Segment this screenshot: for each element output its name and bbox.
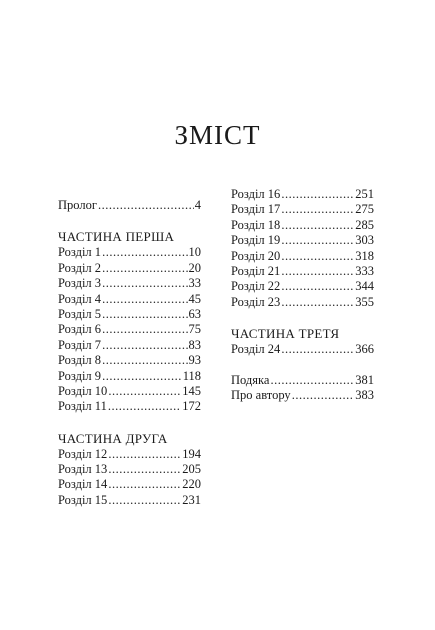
toc-entry-page: 118 <box>182 368 201 383</box>
toc-entry-label: Розділ 3 <box>58 276 102 291</box>
toc-entry-label: Пролог <box>58 198 97 212</box>
leader-dots <box>281 187 354 202</box>
toc-entry-page: 75 <box>188 322 201 337</box>
toc-entry-label: Про автору <box>231 387 291 402</box>
toc-entry-page: 145 <box>182 383 201 398</box>
page-title: ЗМІСТ <box>174 120 261 150</box>
toc-entry[interactable] <box>58 462 201 477</box>
toc-entry-page: 63 <box>188 306 201 321</box>
toc-entry-label: Розділ 19 <box>231 233 281 248</box>
toc-entry-label: Розділ 10 <box>58 383 108 398</box>
toc-entry-page: 318 <box>355 248 374 263</box>
leader-dots <box>108 447 181 462</box>
toc-entry[interactable] <box>58 307 201 322</box>
toc-entry-label: Розділ 17 <box>231 202 281 217</box>
toc-entry[interactable] <box>58 399 201 414</box>
toc-entry[interactable] <box>231 202 374 217</box>
toc-entry-label: Розділ 15 <box>58 492 108 507</box>
toc-entry-label: Розділ 21 <box>231 263 281 278</box>
leader-dots <box>270 373 354 388</box>
toc-entry[interactable] <box>58 261 201 276</box>
toc-entry-label: Розділ 6 <box>58 322 102 337</box>
toc-entry-page: 344 <box>355 279 374 294</box>
toc-entry[interactable] <box>231 279 374 294</box>
leader-dots <box>102 322 187 337</box>
toc-left-column <box>58 198 201 508</box>
toc-entry-about-author[interactable] <box>231 388 374 403</box>
toc-entry-label: Розділ 8 <box>58 353 102 368</box>
toc-entry-label: Розділ 12 <box>58 446 108 461</box>
toc-entry-page: 172 <box>182 399 201 414</box>
toc-entry-label: Розділ 2 <box>58 260 102 275</box>
leader-dots <box>108 493 181 508</box>
toc-entry-page: 83 <box>188 337 201 352</box>
toc-entry[interactable] <box>231 264 374 279</box>
toc-entry-label: Розділ 9 <box>58 368 102 383</box>
leader-dots <box>108 399 181 414</box>
leader-dots <box>102 276 187 291</box>
toc-entry-page: 231 <box>182 492 201 507</box>
toc-entry-label: Розділ 4 <box>58 291 102 306</box>
leader-dots <box>281 233 354 248</box>
leader-dots <box>102 292 187 307</box>
toc-entry-label: Подяка <box>231 372 270 387</box>
leader-dots <box>102 338 187 353</box>
toc-entry-page: 20 <box>188 260 201 275</box>
toc-entry-label: Розділ 22 <box>231 279 281 294</box>
toc-entry-page: 205 <box>182 462 201 477</box>
toc-entry-page: 45 <box>188 291 201 306</box>
toc-entry[interactable] <box>58 276 201 291</box>
leader-dots <box>281 264 354 279</box>
toc-entry-label: Розділ 14 <box>58 477 108 492</box>
leader-dots <box>281 342 354 357</box>
toc-entry-page: 285 <box>355 217 374 232</box>
leader-dots <box>108 462 181 477</box>
toc-entry[interactable] <box>58 493 201 508</box>
toc-entry[interactable] <box>231 233 374 248</box>
toc-entry[interactable] <box>231 187 374 202</box>
toc-entry-page: 381 <box>355 372 374 387</box>
toc-entry[interactable] <box>58 292 201 307</box>
part-one-heading: ЧАСТИНА ПЕРША <box>58 229 175 245</box>
toc-entry-page: 366 <box>355 342 374 357</box>
toc-entry-page: 10 <box>188 245 201 260</box>
leader-dots <box>281 279 354 294</box>
leader-dots <box>102 307 187 322</box>
toc-entry[interactable] <box>58 369 201 384</box>
toc-entry-label: Розділ 7 <box>58 337 102 352</box>
leader-dots <box>292 388 355 403</box>
toc-entry[interactable] <box>58 322 201 337</box>
toc-entry[interactable] <box>58 353 201 368</box>
leader-dots <box>102 353 187 368</box>
toc-entry[interactable] <box>58 245 201 260</box>
leader-dots <box>108 477 181 492</box>
toc-entry-page: 251 <box>355 187 374 201</box>
toc-entry-label: Розділ 16 <box>231 187 281 201</box>
toc-entry[interactable] <box>231 342 374 357</box>
toc-entry-page: 355 <box>355 294 374 309</box>
toc-entry-label: Розділ 5 <box>58 306 102 321</box>
toc-entry-page: 303 <box>355 233 374 248</box>
leader-dots <box>281 218 354 233</box>
leader-dots <box>281 249 354 264</box>
toc-entry[interactable] <box>231 218 374 233</box>
toc-entry-label: Розділ 20 <box>231 248 281 263</box>
toc-entry[interactable] <box>58 447 201 462</box>
toc-entry-label: Розділ 13 <box>58 462 108 477</box>
toc-entry-page: 194 <box>182 446 201 461</box>
toc-entry-prologue[interactable] <box>58 198 201 213</box>
toc-entry-page: 33 <box>188 276 201 291</box>
leader-dots <box>102 245 187 260</box>
toc-right-column <box>231 187 374 403</box>
toc-entry-page: 275 <box>355 202 374 217</box>
toc-entry-label: Розділ 1 <box>58 245 102 260</box>
part-two-heading: ЧАСТИНА ДРУГА <box>58 430 168 446</box>
toc-entry[interactable] <box>58 338 201 353</box>
toc-entry[interactable] <box>58 477 201 492</box>
toc-entry-page: 333 <box>355 263 374 278</box>
toc-entry-page: 220 <box>182 477 201 492</box>
toc-entry-page: 4 <box>194 198 201 212</box>
toc-entry-label: Розділ 23 <box>231 294 281 309</box>
leader-dots <box>102 369 182 384</box>
toc-entry-page: 383 <box>355 387 374 402</box>
leader-dots <box>108 384 181 399</box>
leader-dots <box>281 202 354 217</box>
toc-entry-label: Розділ 11 <box>58 399 107 414</box>
toc-entry-label: Розділ 24 <box>231 342 281 357</box>
toc-entry-label: Розділ 18 <box>231 217 281 232</box>
toc-entry[interactable] <box>231 295 374 310</box>
leader-dots <box>102 261 187 276</box>
toc-entry-acknowledgements[interactable] <box>231 373 374 388</box>
part-three-heading: ЧАСТИНА ТРЕТЯ <box>231 326 340 342</box>
toc-entry-page: 93 <box>188 353 201 368</box>
toc-entry[interactable] <box>58 384 201 399</box>
leader-dots <box>281 295 354 310</box>
leader-dots <box>98 198 194 213</box>
toc-entry[interactable] <box>231 249 374 264</box>
